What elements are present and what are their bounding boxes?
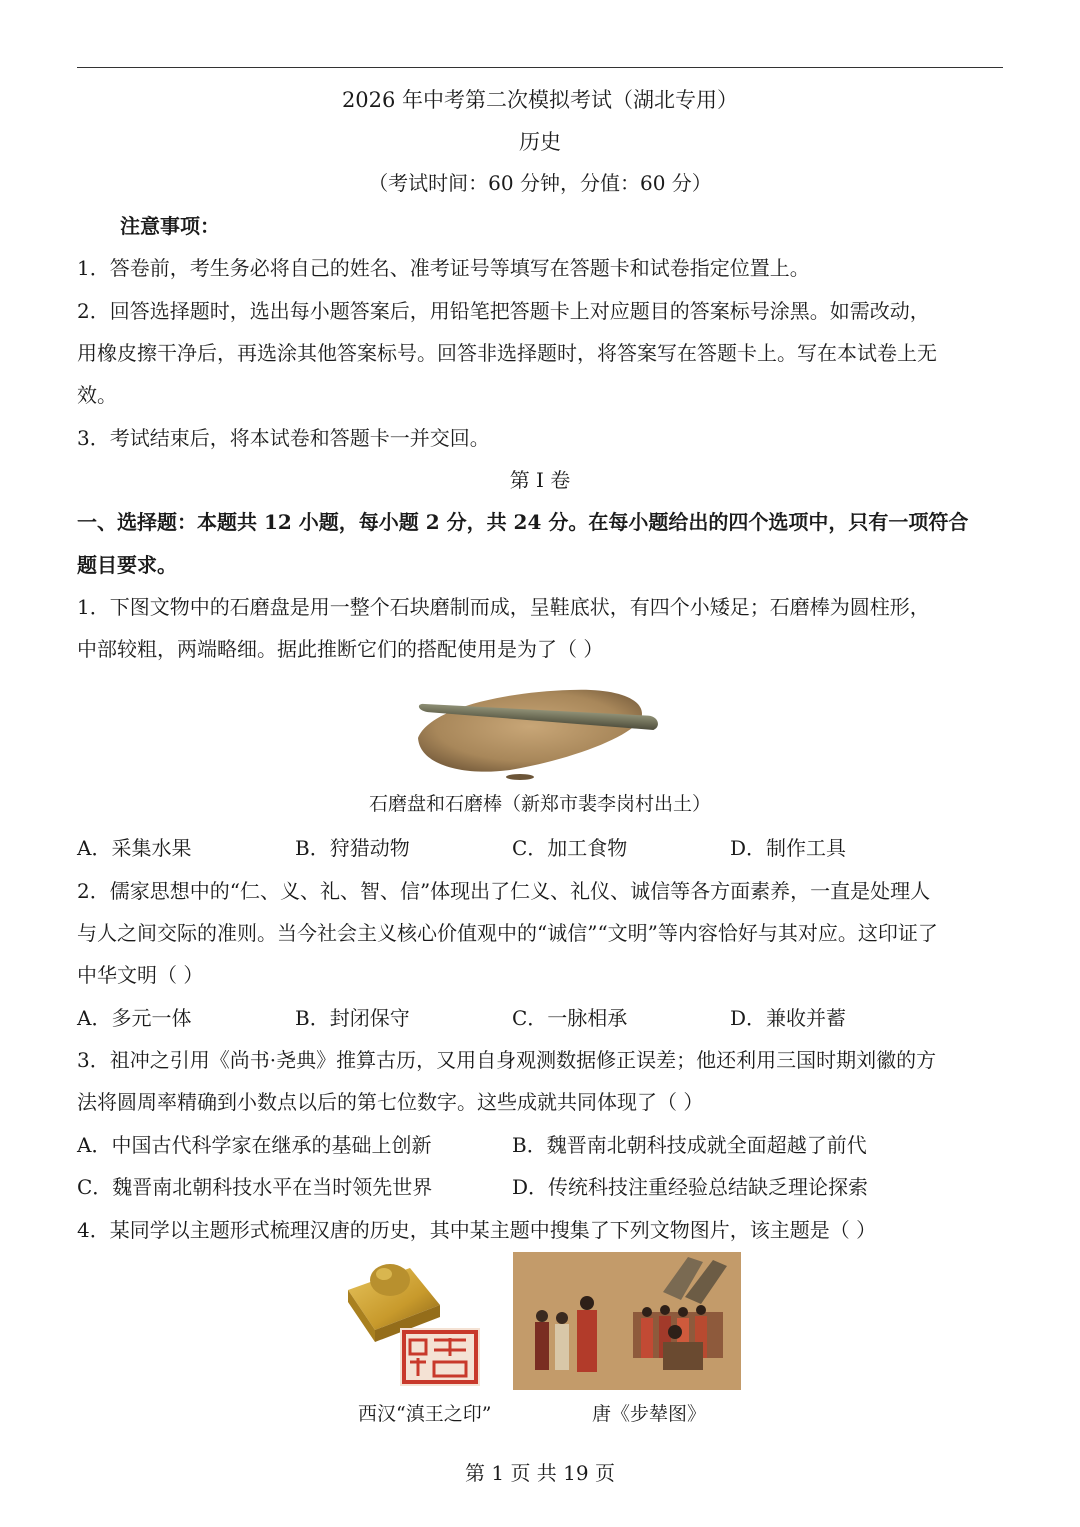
q3-option-a: A．中国古代科学家在继承的基础上创新 <box>77 1133 432 1157</box>
q3-option-b: B．魏晋南北朝科技成就全面超越了前代 <box>512 1133 867 1157</box>
section-heading-line2: 题目要求。 <box>77 553 177 577</box>
q1-stem-line2: 中部较粗，两端略细。据此推断它们的搭配使用是为了（ ） <box>77 637 604 661</box>
q3-option-c: C．魏晋南北朝科技水平在当时领先世界 <box>77 1175 433 1199</box>
q4-stem-line1: 4．某同学以主题形式梳理汉唐的历史，其中某主题中搜集了下列文物图片，该主题是（ ） <box>77 1218 877 1242</box>
q2-option-b: B．封闭保守 <box>295 1006 410 1030</box>
q1-option-a: A．采集水果 <box>77 836 192 860</box>
q1-stem-line1: 1．下图文物中的石磨盘是用一整个石块磨制而成，呈鞋底状，有四个小矮足；石磨棒为圆柱形， <box>77 595 930 619</box>
q1-option-c: C．加工食物 <box>512 836 628 860</box>
q1-image-caption: 石磨盘和石磨棒（新郑市裴李岗村出土） <box>368 793 711 815</box>
notice-heading: 注意事项： <box>120 214 220 238</box>
exam-title: 2026 年中考第二次模拟考试（湖北专用） <box>341 88 739 112</box>
q1-option-d: D．制作工具 <box>730 836 847 860</box>
notice-item-1: 1．答卷前，考生务必将自己的姓名、准考证号等填写在答题卡和试卷指定位置上。 <box>77 256 810 280</box>
q2-option-a: A．多元一体 <box>77 1006 192 1030</box>
bunian-painting-image <box>513 1252 741 1390</box>
page-footer: 第 1 页 共 19 页 <box>465 1461 615 1485</box>
q2-stem-line1: 2．儒家思想中的“仁、义、礼、智、信”体现出了仁义、礼仪、诚信等各方面素养，一直是处理人 <box>77 879 931 903</box>
notice-item-2-line2: 用橡皮擦干净后，再选涂其他答案标号。回答非选择题时，将答案写在答题卡上。写在本试卷上无 <box>77 341 937 365</box>
notice-item-2-line1: 2．回答选择题时，选出每小题答案后，用铅笔把答题卡上对应题目的答案标号涂黑。如需改动， <box>77 299 930 323</box>
q3-option-d: D．传统科技注重经验总结缺乏理论探索 <box>512 1175 869 1199</box>
section-heading-line1: 一、选择题：本题共 12 小题，每小题 2 分，共 24 分。在每小题给出的四个选项中，只有一项符合 <box>77 510 969 534</box>
notice-item-2-line3: 效。 <box>77 383 117 407</box>
q2-option-c: C．一脉相承 <box>512 1006 628 1030</box>
subject-title: 历史 <box>519 130 561 154</box>
q2-stem-line3: 中华文明（ ） <box>77 963 204 987</box>
notice-item-3: 3．考试结束后，将本试卷和答题卡一并交回。 <box>77 426 490 450</box>
dian-king-seal-image <box>340 1250 490 1390</box>
volume-label: 第 I 卷 <box>509 468 571 492</box>
exam-info: （考试时间：60 分钟，分值：60 分） <box>368 171 712 195</box>
q3-stem-line2: 法将圆周率精确到小数点以后的第七位数字。这些成就共同体现了（ ） <box>77 1090 704 1114</box>
top-rule <box>77 67 1003 68</box>
q3-stem-line1: 3．祖冲之引用《尚书·尧典》推算古历，又用自身观测数据修正误差；他还利用三国时期刘徽的方 <box>77 1048 937 1072</box>
grinding-stone-image <box>410 680 670 780</box>
q1-option-b: B．狩猎动物 <box>295 836 410 860</box>
q2-option-d: D．兼收并蓄 <box>730 1006 847 1030</box>
q4-caption-seal: 西汉“滇王之印” <box>358 1403 492 1425</box>
q4-caption-painting: 唐《步辇图》 <box>592 1403 707 1425</box>
q2-stem-line2: 与人之间交际的准则。当今社会主义核心价值观中的“诚信”“文明”等内容恰好与其对应。这印证了 <box>77 921 938 945</box>
